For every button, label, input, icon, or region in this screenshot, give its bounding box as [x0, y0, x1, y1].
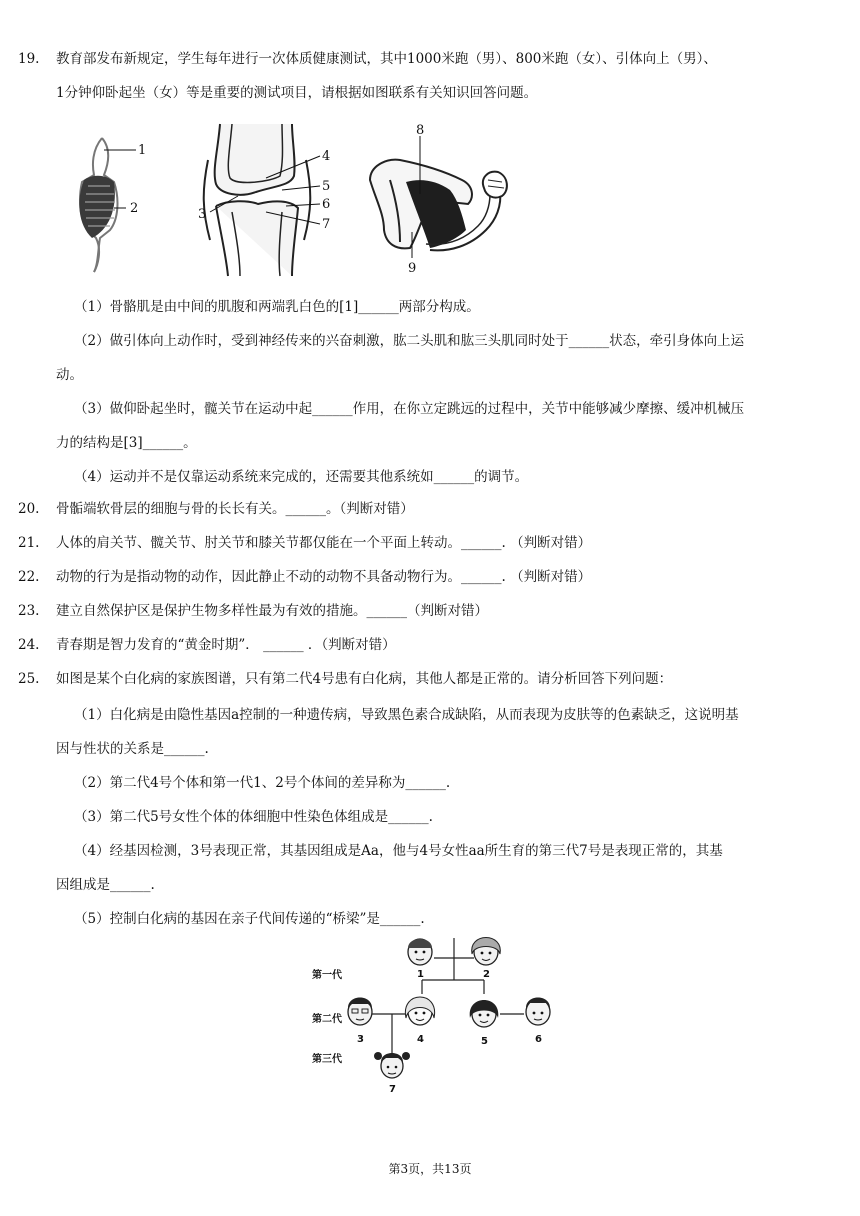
musculoskeletal-figure: [70, 120, 550, 280]
person-7-label: 7: [389, 1084, 396, 1095]
person-4-label: 4: [417, 1034, 424, 1045]
question-number: 21.: [18, 535, 40, 551]
skeletal-muscle-diagram: [79, 138, 139, 272]
person-6-icon: [526, 998, 550, 1026]
person-5-label: 5: [481, 1036, 488, 1047]
question-20: [18, 492, 828, 526]
question-number: 19.: [18, 51, 40, 67]
knee-joint-diagram: [204, 124, 320, 276]
question-25-sub3: （3）第二代5号女性个体的体细胞中性染色体组成是______.: [74, 809, 433, 825]
question-number: 22.: [18, 569, 40, 585]
generation-3-label: 第三代: [312, 1054, 342, 1065]
question-19-sub2-cont: 动。: [56, 367, 83, 383]
person-1-label: 1: [417, 969, 424, 980]
question-25-sub1-cont: 因与性状的关系是______.: [56, 741, 209, 757]
label-3: 3: [198, 207, 207, 222]
label-8: 8: [416, 123, 425, 138]
question-text: 动物的行为是指动物的动作，因此静止不动的动物不具备动物行为。______. （判断对错）: [56, 569, 592, 585]
person-4-icon: [405, 997, 434, 1025]
person-3-label: 3: [357, 1034, 364, 1045]
label-1: 1: [138, 143, 147, 158]
question-text: 青春期是智力发育的“黄金时期”． ______ ．（判断对错）: [56, 637, 396, 653]
label-7: 7: [322, 217, 331, 232]
question-text: 建立自然保护区是保护生物多样性最为有效的措施。______（判断对错）: [56, 603, 488, 619]
question-25-sub1: （1）白化病是由隐性基因a控制的一种遗传病，导致黑色素合成缺陷，从而表现为皮肤等的色素缺乏，这说明基: [74, 707, 739, 723]
question-19-sub1: （1）骨骼肌是由中间的肌腹和两端乳白色的[1]______两部分构成。: [74, 299, 480, 315]
person-6-label: 6: [535, 1034, 542, 1045]
generation-1-label: 第一代: [312, 970, 342, 981]
question-19: [18, 42, 828, 76]
generation-2-label: 第二代: [312, 1014, 342, 1025]
question-19-sub4: （4）运动并不是仅靠运动系统来完成的，还需要其他系统如______的调节。: [74, 469, 529, 485]
question-19-sub3-cont: 力的结构是[3]______。: [56, 435, 197, 451]
question-19-line2: 1分钟仰卧起坐（女）等是重要的测试项目，请根据如图联系有关知识回答问题。: [56, 85, 538, 101]
person-7-icon: [374, 1052, 410, 1078]
question-25-sub4-cont: 因组成是______.: [56, 877, 155, 893]
question-22: [18, 560, 828, 594]
question-25-sub4: （4）经基因检测，3号表现正常，其基因组成是Aa，他与4号女性aa所生育的第三代7号是表现正常的，其基: [74, 843, 723, 859]
question-number: 20.: [18, 501, 40, 517]
label-5: 5: [322, 179, 331, 194]
question-23: [18, 594, 828, 628]
question-number: 25.: [18, 671, 40, 687]
arm-muscle-diagram: [370, 136, 507, 258]
question-24: [18, 628, 828, 662]
question-text: 人体的肩关节、髋关节、肘关节和膝关节都仅能在一个平面上转动。______. （判断对错）: [56, 535, 592, 551]
person-2-label: 2: [483, 969, 490, 980]
person-3-icon: [348, 998, 372, 1026]
question-25-sub5: （5）控制白化病的基因在亲子代间传递的“桥梁”是______.: [74, 911, 425, 927]
question-text: 骨骺端软骨层的细胞与骨的长长有关。______。（判断对错）: [56, 501, 414, 517]
person-1-icon: [408, 939, 432, 965]
person-5-icon: [470, 1000, 499, 1027]
label-2: 2: [130, 201, 139, 216]
label-6: 6: [322, 197, 331, 212]
label-9: 9: [408, 261, 417, 276]
page-footer: 第3页，共13页: [388, 1162, 472, 1176]
question-number: 24.: [18, 637, 40, 653]
question-21: [18, 526, 828, 560]
person-2-icon: [472, 938, 501, 966]
question-19-sub3: （3）做仰卧起坐时，髋关节在运动中起______作用，在你立定跳远的过程中，关节中能够减少摩擦、缓冲机械压: [74, 401, 745, 417]
question-25-sub2: （2）第二代4号个体和第一代1、2号个体间的差异称为______.: [74, 775, 451, 791]
question-25: [18, 662, 828, 696]
pedigree-chart: [308, 928, 568, 1098]
label-4: 4: [322, 149, 331, 164]
question-19-sub2: （2）做引体向上动作时，受到神经传来的兴奋刺激，肱二头肌和肱三头肌同时处于______状态，牵引身体向上运: [74, 333, 745, 349]
question-text: 教育部发布新规定，学生每年进行一次体质健康测试，其中1000米跑（男）、800米跑（女）、引体向上（男）、: [56, 51, 717, 67]
question-text: 如图是某个白化病的家族图谱，只有第二代4号患有白化病，其他人都是正常的。请分析回答下列问题：: [56, 671, 673, 687]
question-number: 23.: [18, 603, 40, 619]
